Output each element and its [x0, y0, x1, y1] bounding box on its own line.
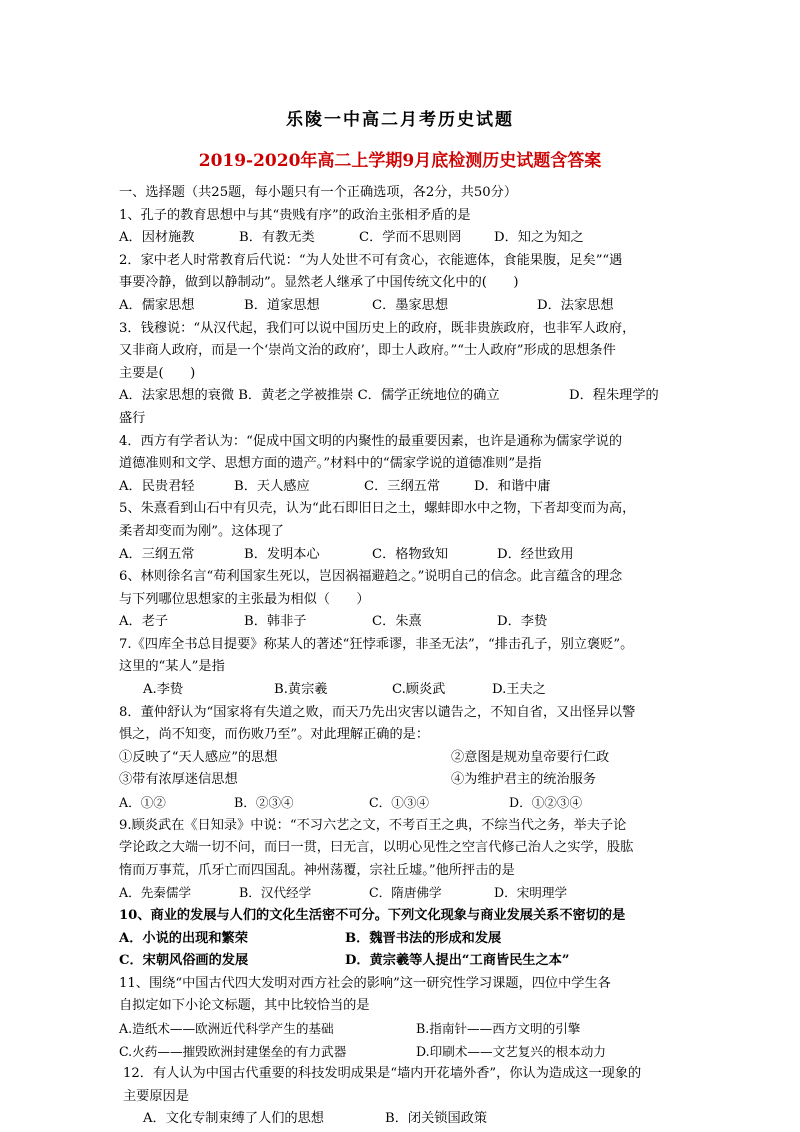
- question-5-stem-line: 5、朱熹看到山石中有贝壳，认为“此石即旧日之土，螺蚌即水中之物，下者却变而为高，: [119, 501, 636, 517]
- option-d[interactable]: D.印刷术——文艺复兴的根本动力: [416, 1043, 606, 1059]
- option-d[interactable]: D.王夫之: [492, 682, 546, 698]
- option-a[interactable]: A．文化专制束缚了人们的思想: [143, 1111, 324, 1127]
- option-a[interactable]: A．老子: [119, 614, 169, 630]
- option-d[interactable]: D．法家思想: [537, 297, 614, 313]
- option-a[interactable]: A．儒家思想: [119, 297, 195, 313]
- question-11-stem-line: 自拟定如下小论文标题，其中比较恰当的是: [119, 998, 370, 1014]
- question-7-options: [119, 679, 699, 702]
- question-4-stem-line: 道德准则和文学、思想方面的遗产。”材料中的“儒家学说的道德准则”是指: [119, 456, 542, 472]
- question-10-options: [119, 950, 699, 973]
- option-c[interactable]: C．三纲五常: [364, 478, 441, 494]
- question-9-stem-line: 学论政之大端一切不问，而曰一贯，曰无言，以明心见性之空言代修己治人之实学，股肱: [119, 840, 634, 856]
- question-5-options: [119, 544, 699, 567]
- question-list: [119, 182, 699, 1131]
- option-d[interactable]: D．①②③④: [509, 795, 583, 811]
- section-heading: 一、选择题（共25题，每小题只有一个正确选项，各2分，共50分）: [119, 185, 518, 200]
- statement-2: ②意图是规劝皇帝要行仁政: [451, 749, 610, 765]
- option-a[interactable]: A．先秦儒学: [119, 885, 192, 901]
- option-c[interactable]: C．墨家思想: [372, 297, 449, 313]
- statement-3: ③带有浓厚迷信思想: [119, 772, 238, 788]
- question-3-stem-line: 又非商人政府，而是一个‘崇尚文治的政府’，即士人政府。”“士人政府”形成的思想条件: [119, 343, 616, 359]
- option-c[interactable]: C.火药——摧毁欧洲封建堡垒的有力武器: [119, 1043, 347, 1059]
- question-4-stem-line: 4．西方有学者认为：“促成中国文明的内聚性的最重要因素，也许是通称为儒家学说的: [119, 433, 623, 449]
- option-a[interactable]: A．小说的出现和繁荣: [119, 930, 248, 946]
- question-8-statements: [119, 769, 699, 792]
- option-d[interactable]: D．李贽: [497, 614, 548, 630]
- option-b[interactable]: B．发明本心: [244, 546, 320, 562]
- option-d[interactable]: D．和谐中庸: [474, 478, 551, 494]
- question-8-options: [119, 792, 699, 815]
- question-11-stem-line: 11、围绕“中国古代四大发明对西方社会的影响”这一研究性学习课题，四位中学生各: [119, 975, 611, 991]
- question-11-options: [119, 1018, 699, 1041]
- option-b[interactable]: B.指南针——西方文明的引擎: [416, 1020, 581, 1036]
- option-b[interactable]: B．韩非子: [244, 614, 307, 630]
- question-12-stem-line: 12．有人认为中国古代重要的科技发明成果是“墙内开花墙外香”，你认为造成这一现象的: [123, 1066, 642, 1082]
- option-a[interactable]: A．因材施教: [119, 230, 195, 246]
- question-10-stem: 10、商业的发展与人们的文化生活密不可分。下列文化现象与商业发展关系不密切的是: [119, 908, 626, 923]
- page-title: 乐陵一中高二月考历史试题: [286, 110, 514, 130]
- question-8-stem-line: 惧之，尚不知变，而伤败乃至”。对此理解正确的是：: [119, 727, 430, 743]
- option-c[interactable]: C．隋唐佛学: [369, 885, 442, 901]
- question-4-options: [119, 476, 699, 499]
- question-3-options: [119, 385, 699, 408]
- question-5-stem-line: 柔者却变而为刚”。这体现了: [119, 523, 284, 539]
- option-c[interactable]: C．学而不思则罔: [359, 230, 462, 246]
- option-a[interactable]: A.造纸术——欧洲近代科学产生的基础: [119, 1020, 334, 1036]
- question-7-stem-line: 7.《四库全书总目提要》称某人的著述“狂悖乖谬，非圣无法”，“排击孔子，别立褒贬”。: [119, 636, 634, 652]
- option-b[interactable]: B．汉代经学: [239, 885, 312, 901]
- question-11-options: [119, 1041, 699, 1064]
- option-a[interactable]: A．①②: [119, 795, 166, 811]
- question-3-stem-line: 3．钱穆说：“从汉代起，我们可以说中国历史上的政府，既非贵族政府，也非军人政府，: [119, 320, 636, 336]
- option-b[interactable]: B．有教无类: [239, 230, 315, 246]
- question-10-options: [119, 928, 699, 951]
- question-8-statements: [119, 747, 699, 770]
- question-12-stem-line: 主要原因是: [123, 1088, 189, 1104]
- option-c[interactable]: C．格物致知: [372, 546, 449, 562]
- option-d[interactable]: D．宋明理学: [494, 885, 568, 901]
- question-6-options: [119, 611, 699, 634]
- question-6-stem-line: 与下列哪位思想家的主张最为相似（ ）: [119, 591, 370, 607]
- page-subtitle: 2019-2020年高二上学期9月底检测历史试题含答案: [198, 151, 602, 171]
- question-8-stem-line: 8．董仲舒认为“国家将有失道之败，而天乃先出灾害以谴告之，不知自省，又出怪异以警: [119, 704, 636, 720]
- option-c[interactable]: C．朱熹: [372, 614, 422, 630]
- option-c[interactable]: C.顾炎武: [392, 682, 446, 698]
- options-abc[interactable]: A．法家思想的衰微 B．黄老之学被推崇 C．儒学正统地位的确立: [119, 388, 500, 404]
- question-2-stem-line: 2．家中老人时常教育后代说：“为人处世不可有贪心，衣能遮体，食能果腹，足矣”“遇: [119, 252, 623, 268]
- option-c[interactable]: C．宋朝风俗画的发展: [119, 953, 249, 969]
- option-b[interactable]: B．天人感应: [234, 478, 310, 494]
- statement-1: ①反映了“天人感应”的思想: [119, 749, 278, 765]
- option-c[interactable]: C．①③④: [369, 795, 430, 811]
- question-3-stem-line: 主要是( ): [119, 365, 196, 381]
- option-b[interactable]: B.黄宗羲: [274, 682, 328, 698]
- option-d[interactable]: D．知之为知之: [494, 230, 584, 246]
- option-a[interactable]: A.李贽: [143, 682, 184, 698]
- statement-4: ④为维护君主的统治服务: [451, 772, 597, 788]
- option-d[interactable]: D．黄宗羲等人提出“工商皆民生之本”: [345, 953, 570, 969]
- option-d-continued: 盛行: [119, 410, 146, 426]
- question-12-options: [119, 1108, 699, 1131]
- option-d[interactable]: D．经世致用: [497, 546, 574, 562]
- option-b[interactable]: B．②③④: [234, 795, 294, 811]
- option-a[interactable]: A．民贵君轻: [119, 478, 195, 494]
- option-b[interactable]: B．闭关锁国政策: [385, 1111, 488, 1127]
- question-7-stem-line: 这里的“某人”是指: [119, 659, 225, 675]
- option-a[interactable]: A．三纲五常: [119, 546, 195, 562]
- question-6-stem-line: 6、林则徐名言“苟利国家生死以，岂因祸福避趋之。”说明自己的信念。此言蕴含的理念: [119, 569, 623, 585]
- question-9-stem-line: 惰而万事荒，爪牙亡而四国乱。神州荡覆，宗社丘墟。”他所抨击的是: [119, 862, 515, 878]
- option-b[interactable]: B．魏晋书法的形成和发展: [345, 930, 502, 946]
- option-d[interactable]: D．程朱理学的: [569, 388, 659, 404]
- question-2-stem-line: 事要冷静，做到以静制动”。显然老人继承了中国传统文化中的( ): [119, 275, 519, 291]
- question-2-options: [119, 295, 699, 318]
- question-9-stem-line: 9.顾炎武在《日知录》中说：“不习六艺之文，不考百王之典，不综当代之务，举夫子论: [119, 817, 627, 833]
- question-1-stem: 1、孔子的教育思想中与其“贵贱有序”的政治主张相矛盾的是: [119, 207, 471, 223]
- option-b[interactable]: B．道家思想: [244, 297, 320, 313]
- question-1-options: [119, 227, 699, 250]
- question-9-options: [119, 882, 699, 905]
